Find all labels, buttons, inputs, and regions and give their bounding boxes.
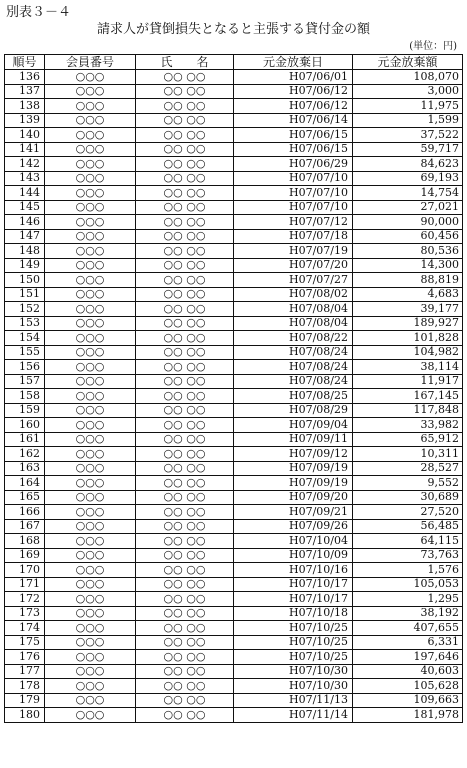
waiver-date-cell: H07/10/17	[234, 592, 353, 607]
waiver-amount-cell: 38,192	[353, 606, 463, 621]
waiver-amount-cell: 9,552	[353, 476, 463, 491]
member-no-cell: ○○○	[45, 490, 136, 505]
sequence-no-cell: 157	[5, 374, 45, 389]
sequence-no-cell: 175	[5, 635, 45, 650]
table-row	[5, 331, 463, 346]
waiver-amount-cell: 11,917	[353, 374, 463, 389]
member-no-cell: ○○○	[45, 563, 136, 578]
sequence-no-cell: 180	[5, 708, 45, 723]
waiver-amount-cell: 1,295	[353, 592, 463, 607]
name-cell: ○○ ○○	[136, 215, 234, 230]
name-cell: ○○ ○○	[136, 505, 234, 520]
name-cell: ○○ ○○	[136, 447, 234, 462]
waiver-date-cell: H07/08/24	[234, 360, 353, 375]
table-row	[5, 403, 463, 418]
waiver-date-cell: H07/07/20	[234, 258, 353, 273]
waiver-amount-cell: 27,520	[353, 505, 463, 520]
member-no-cell: ○○○	[45, 418, 136, 433]
member-no-cell: ○○○	[45, 360, 136, 375]
member-no-cell: ○○○	[45, 403, 136, 418]
sequence-no-cell: 156	[5, 360, 45, 375]
member-no-cell: ○○○	[45, 302, 136, 317]
column-header-waiver-date: 元金放棄日	[234, 55, 353, 70]
waiver-date-cell: H07/10/17	[234, 577, 353, 592]
waiver-date-cell: H07/08/24	[234, 374, 353, 389]
name-cell: ○○ ○○	[136, 258, 234, 273]
name-cell: ○○ ○○	[136, 548, 234, 563]
table-row	[5, 621, 463, 636]
waiver-amount-cell: 90,000	[353, 215, 463, 230]
waiver-amount-cell: 4,683	[353, 287, 463, 302]
sequence-no-cell: 166	[5, 505, 45, 520]
sequence-no-cell: 153	[5, 316, 45, 331]
waiver-date-cell: H07/09/26	[234, 519, 353, 534]
waiver-amount-cell: 104,982	[353, 345, 463, 360]
member-no-cell: ○○○	[45, 374, 136, 389]
table-row	[5, 606, 463, 621]
sequence-no-cell: 154	[5, 331, 45, 346]
sequence-no-cell: 160	[5, 418, 45, 433]
table-row	[5, 635, 463, 650]
waiver-date-cell: H07/06/12	[234, 84, 353, 99]
table-row	[5, 99, 463, 114]
table-row	[5, 693, 463, 708]
waiver-date-cell: H07/09/04	[234, 418, 353, 433]
column-header-sequence-no: 順号	[5, 55, 45, 70]
waiver-amount-cell: 33,982	[353, 418, 463, 433]
member-no-cell: ○○○	[45, 693, 136, 708]
member-no-cell: ○○○	[45, 389, 136, 404]
table-row	[5, 287, 463, 302]
name-cell: ○○ ○○	[136, 418, 234, 433]
table-row	[5, 519, 463, 534]
table-header-row	[5, 55, 463, 70]
column-header-name: 氏 名	[136, 55, 234, 70]
waiver-date-cell: H07/10/25	[234, 621, 353, 636]
member-no-cell: ○○○	[45, 287, 136, 302]
member-no-cell: ○○○	[45, 200, 136, 215]
waiver-date-cell: H07/07/12	[234, 215, 353, 230]
member-no-cell: ○○○	[45, 316, 136, 331]
column-header-member-no: 会員番号	[45, 55, 136, 70]
member-no-cell: ○○○	[45, 229, 136, 244]
table-row	[5, 447, 463, 462]
member-no-cell: ○○○	[45, 331, 136, 346]
sequence-no-cell: 143	[5, 171, 45, 186]
table-row	[5, 461, 463, 476]
table-row	[5, 664, 463, 679]
name-cell: ○○ ○○	[136, 244, 234, 259]
waiver-amount-cell: 109,663	[353, 693, 463, 708]
member-no-cell: ○○○	[45, 621, 136, 636]
member-no-cell: ○○○	[45, 99, 136, 114]
waiver-amount-cell: 64,115	[353, 534, 463, 549]
waiver-amount-cell: 80,536	[353, 244, 463, 259]
table-row	[5, 316, 463, 331]
name-cell: ○○ ○○	[136, 389, 234, 404]
table-row	[5, 258, 463, 273]
name-cell: ○○ ○○	[136, 142, 234, 157]
sequence-no-cell: 137	[5, 84, 45, 99]
waiver-date-cell: H07/07/10	[234, 171, 353, 186]
sequence-no-cell: 139	[5, 113, 45, 128]
sequence-no-cell: 159	[5, 403, 45, 418]
waiver-amount-cell: 73,763	[353, 548, 463, 563]
table-row	[5, 592, 463, 607]
table-row	[5, 200, 463, 215]
waiver-date-cell: H07/11/14	[234, 708, 353, 723]
waiver-amount-cell: 1,576	[353, 563, 463, 578]
waiver-date-cell: H07/06/15	[234, 142, 353, 157]
sequence-no-cell: 136	[5, 70, 45, 85]
sequence-no-cell: 147	[5, 229, 45, 244]
member-no-cell: ○○○	[45, 606, 136, 621]
name-cell: ○○ ○○	[136, 157, 234, 172]
table-row	[5, 113, 463, 128]
table-row	[5, 157, 463, 172]
table-row	[5, 70, 463, 85]
table-row	[5, 171, 463, 186]
document-label: 別表３－４	[6, 5, 72, 20]
waiver-amount-cell: 117,848	[353, 403, 463, 418]
name-cell: ○○ ○○	[136, 621, 234, 636]
sequence-no-cell: 171	[5, 577, 45, 592]
waiver-date-cell: H07/09/19	[234, 476, 353, 491]
member-no-cell: ○○○	[45, 447, 136, 462]
waiver-date-cell: H07/07/10	[234, 200, 353, 215]
sequence-no-cell: 138	[5, 99, 45, 114]
name-cell: ○○ ○○	[136, 316, 234, 331]
sequence-no-cell: 152	[5, 302, 45, 317]
sequence-no-cell: 140	[5, 128, 45, 143]
sequence-no-cell: 174	[5, 621, 45, 636]
waiver-amount-cell: 105,628	[353, 679, 463, 694]
waiver-amount-cell: 181,978	[353, 708, 463, 723]
waiver-amount-cell: 101,828	[353, 331, 463, 346]
name-cell: ○○ ○○	[136, 476, 234, 491]
member-no-cell: ○○○	[45, 171, 136, 186]
waiver-date-cell: H07/07/19	[234, 244, 353, 259]
name-cell: ○○ ○○	[136, 331, 234, 346]
sequence-no-cell: 150	[5, 273, 45, 288]
waiver-amount-cell: 59,717	[353, 142, 463, 157]
name-cell: ○○ ○○	[136, 635, 234, 650]
member-no-cell: ○○○	[45, 592, 136, 607]
sequence-no-cell: 163	[5, 461, 45, 476]
table-row	[5, 577, 463, 592]
name-cell: ○○ ○○	[136, 84, 234, 99]
sequence-no-cell: 141	[5, 142, 45, 157]
table-row	[5, 345, 463, 360]
waiver-date-cell: H07/10/18	[234, 606, 353, 621]
waiver-amount-cell: 30,689	[353, 490, 463, 505]
waiver-date-cell: H07/09/12	[234, 447, 353, 462]
table-row	[5, 534, 463, 549]
name-cell: ○○ ○○	[136, 708, 234, 723]
member-no-cell: ○○○	[45, 505, 136, 520]
sequence-no-cell: 146	[5, 215, 45, 230]
waiver-date-cell: H07/08/25	[234, 389, 353, 404]
sequence-no-cell: 176	[5, 650, 45, 665]
waiver-date-cell: H07/10/25	[234, 635, 353, 650]
name-cell: ○○ ○○	[136, 128, 234, 143]
table-row	[5, 548, 463, 563]
table-row	[5, 128, 463, 143]
table-row	[5, 650, 463, 665]
loan-waiver-table	[4, 54, 463, 723]
member-no-cell: ○○○	[45, 432, 136, 447]
member-no-cell: ○○○	[45, 345, 136, 360]
name-cell: ○○ ○○	[136, 360, 234, 375]
table-row	[5, 432, 463, 447]
waiver-amount-cell: 37,522	[353, 128, 463, 143]
sequence-no-cell: 149	[5, 258, 45, 273]
waiver-amount-cell: 69,193	[353, 171, 463, 186]
member-no-cell: ○○○	[45, 113, 136, 128]
sequence-no-cell: 169	[5, 548, 45, 563]
name-cell: ○○ ○○	[136, 302, 234, 317]
name-cell: ○○ ○○	[136, 606, 234, 621]
sequence-no-cell: 165	[5, 490, 45, 505]
name-cell: ○○ ○○	[136, 113, 234, 128]
waiver-date-cell: H07/10/04	[234, 534, 353, 549]
table-row	[5, 273, 463, 288]
sequence-no-cell: 144	[5, 186, 45, 201]
sequence-no-cell: 168	[5, 534, 45, 549]
waiver-amount-cell: 11,975	[353, 99, 463, 114]
waiver-amount-cell: 38,114	[353, 360, 463, 375]
waiver-amount-cell: 1,599	[353, 113, 463, 128]
waiver-amount-cell: 197,646	[353, 650, 463, 665]
waiver-date-cell: H07/06/29	[234, 157, 353, 172]
waiver-date-cell: H07/06/12	[234, 99, 353, 114]
waiver-date-cell: H07/08/04	[234, 316, 353, 331]
table-row	[5, 302, 463, 317]
waiver-amount-cell: 189,927	[353, 316, 463, 331]
waiver-amount-cell: 14,300	[353, 258, 463, 273]
sequence-no-cell: 173	[5, 606, 45, 621]
unit-note: (単位：円)	[409, 41, 457, 52]
name-cell: ○○ ○○	[136, 490, 234, 505]
table-row	[5, 476, 463, 491]
table-row	[5, 360, 463, 375]
sequence-no-cell: 164	[5, 476, 45, 491]
waiver-date-cell: H07/11/13	[234, 693, 353, 708]
waiver-date-cell: H07/10/30	[234, 679, 353, 694]
waiver-date-cell: H07/08/04	[234, 302, 353, 317]
table-body	[5, 70, 463, 723]
name-cell: ○○ ○○	[136, 229, 234, 244]
sequence-no-cell: 142	[5, 157, 45, 172]
table-row	[5, 418, 463, 433]
name-cell: ○○ ○○	[136, 664, 234, 679]
member-no-cell: ○○○	[45, 577, 136, 592]
name-cell: ○○ ○○	[136, 461, 234, 476]
member-no-cell: ○○○	[45, 650, 136, 665]
name-cell: ○○ ○○	[136, 693, 234, 708]
name-cell: ○○ ○○	[136, 70, 234, 85]
sequence-no-cell: 161	[5, 432, 45, 447]
member-no-cell: ○○○	[45, 215, 136, 230]
table-row	[5, 490, 463, 505]
waiver-amount-cell: 167,145	[353, 389, 463, 404]
table-row	[5, 679, 463, 694]
name-cell: ○○ ○○	[136, 287, 234, 302]
name-cell: ○○ ○○	[136, 432, 234, 447]
name-cell: ○○ ○○	[136, 519, 234, 534]
table-row	[5, 563, 463, 578]
sequence-no-cell: 170	[5, 563, 45, 578]
waiver-amount-cell: 39,177	[353, 302, 463, 317]
waiver-date-cell: H07/08/02	[234, 287, 353, 302]
name-cell: ○○ ○○	[136, 345, 234, 360]
table-row	[5, 374, 463, 389]
waiver-date-cell: H07/09/21	[234, 505, 353, 520]
sequence-no-cell: 145	[5, 200, 45, 215]
waiver-amount-cell: 3,000	[353, 84, 463, 99]
waiver-amount-cell: 40,603	[353, 664, 463, 679]
sequence-no-cell: 179	[5, 693, 45, 708]
member-no-cell: ○○○	[45, 84, 136, 99]
table-row	[5, 84, 463, 99]
table-row	[5, 229, 463, 244]
member-no-cell: ○○○	[45, 635, 136, 650]
sequence-no-cell: 162	[5, 447, 45, 462]
name-cell: ○○ ○○	[136, 563, 234, 578]
waiver-date-cell: H07/10/16	[234, 563, 353, 578]
waiver-amount-cell: 28,527	[353, 461, 463, 476]
sequence-no-cell: 148	[5, 244, 45, 259]
sequence-no-cell: 177	[5, 664, 45, 679]
waiver-date-cell: H07/07/18	[234, 229, 353, 244]
table-row	[5, 708, 463, 723]
member-no-cell: ○○○	[45, 461, 136, 476]
sequence-no-cell: 167	[5, 519, 45, 534]
name-cell: ○○ ○○	[136, 577, 234, 592]
table-row	[5, 505, 463, 520]
member-no-cell: ○○○	[45, 519, 136, 534]
table-row	[5, 186, 463, 201]
member-no-cell: ○○○	[45, 548, 136, 563]
waiver-date-cell: H07/07/10	[234, 186, 353, 201]
name-cell: ○○ ○○	[136, 592, 234, 607]
name-cell: ○○ ○○	[136, 650, 234, 665]
name-cell: ○○ ○○	[136, 534, 234, 549]
name-cell: ○○ ○○	[136, 200, 234, 215]
waiver-amount-cell: 27,021	[353, 200, 463, 215]
sequence-no-cell: 178	[5, 679, 45, 694]
member-no-cell: ○○○	[45, 244, 136, 259]
member-no-cell: ○○○	[45, 476, 136, 491]
waiver-amount-cell: 84,623	[353, 157, 463, 172]
member-no-cell: ○○○	[45, 273, 136, 288]
sequence-no-cell: 155	[5, 345, 45, 360]
waiver-date-cell: H07/07/27	[234, 273, 353, 288]
member-no-cell: ○○○	[45, 534, 136, 549]
waiver-date-cell: H07/09/19	[234, 461, 353, 476]
member-no-cell: ○○○	[45, 258, 136, 273]
waiver-amount-cell: 105,053	[353, 577, 463, 592]
name-cell: ○○ ○○	[136, 403, 234, 418]
name-cell: ○○ ○○	[136, 186, 234, 201]
waiver-date-cell: H07/06/01	[234, 70, 353, 85]
waiver-date-cell: H07/10/09	[234, 548, 353, 563]
table-row	[5, 142, 463, 157]
document-title: 請求人が貸倒損失となると主張する貸付金の額	[96, 22, 370, 37]
waiver-date-cell: H07/10/25	[234, 650, 353, 665]
waiver-amount-cell: 6,331	[353, 635, 463, 650]
waiver-amount-cell: 14,754	[353, 186, 463, 201]
name-cell: ○○ ○○	[136, 99, 234, 114]
sequence-no-cell: 158	[5, 389, 45, 404]
waiver-date-cell: H07/08/22	[234, 331, 353, 346]
member-no-cell: ○○○	[45, 142, 136, 157]
waiver-amount-cell: 65,912	[353, 432, 463, 447]
member-no-cell: ○○○	[45, 186, 136, 201]
member-no-cell: ○○○	[45, 708, 136, 723]
member-no-cell: ○○○	[45, 664, 136, 679]
waiver-amount-cell: 60,456	[353, 229, 463, 244]
table-row	[5, 389, 463, 404]
table-row	[5, 244, 463, 259]
column-header-waiver-amount: 元金放棄額	[353, 55, 463, 70]
name-cell: ○○ ○○	[136, 679, 234, 694]
waiver-date-cell: H07/09/11	[234, 432, 353, 447]
waiver-amount-cell: 108,070	[353, 70, 463, 85]
waiver-amount-cell: 10,311	[353, 447, 463, 462]
waiver-date-cell: H07/08/24	[234, 345, 353, 360]
member-no-cell: ○○○	[45, 70, 136, 85]
sequence-no-cell: 172	[5, 592, 45, 607]
waiver-date-cell: H07/08/29	[234, 403, 353, 418]
waiver-amount-cell: 56,485	[353, 519, 463, 534]
waiver-date-cell: H07/10/30	[234, 664, 353, 679]
table-row	[5, 215, 463, 230]
waiver-amount-cell: 407,655	[353, 621, 463, 636]
waiver-date-cell: H07/06/15	[234, 128, 353, 143]
member-no-cell: ○○○	[45, 128, 136, 143]
name-cell: ○○ ○○	[136, 273, 234, 288]
name-cell: ○○ ○○	[136, 374, 234, 389]
member-no-cell: ○○○	[45, 679, 136, 694]
waiver-date-cell: H07/09/20	[234, 490, 353, 505]
waiver-amount-cell: 88,819	[353, 273, 463, 288]
name-cell: ○○ ○○	[136, 171, 234, 186]
waiver-date-cell: H07/06/14	[234, 113, 353, 128]
member-no-cell: ○○○	[45, 157, 136, 172]
sequence-no-cell: 151	[5, 287, 45, 302]
